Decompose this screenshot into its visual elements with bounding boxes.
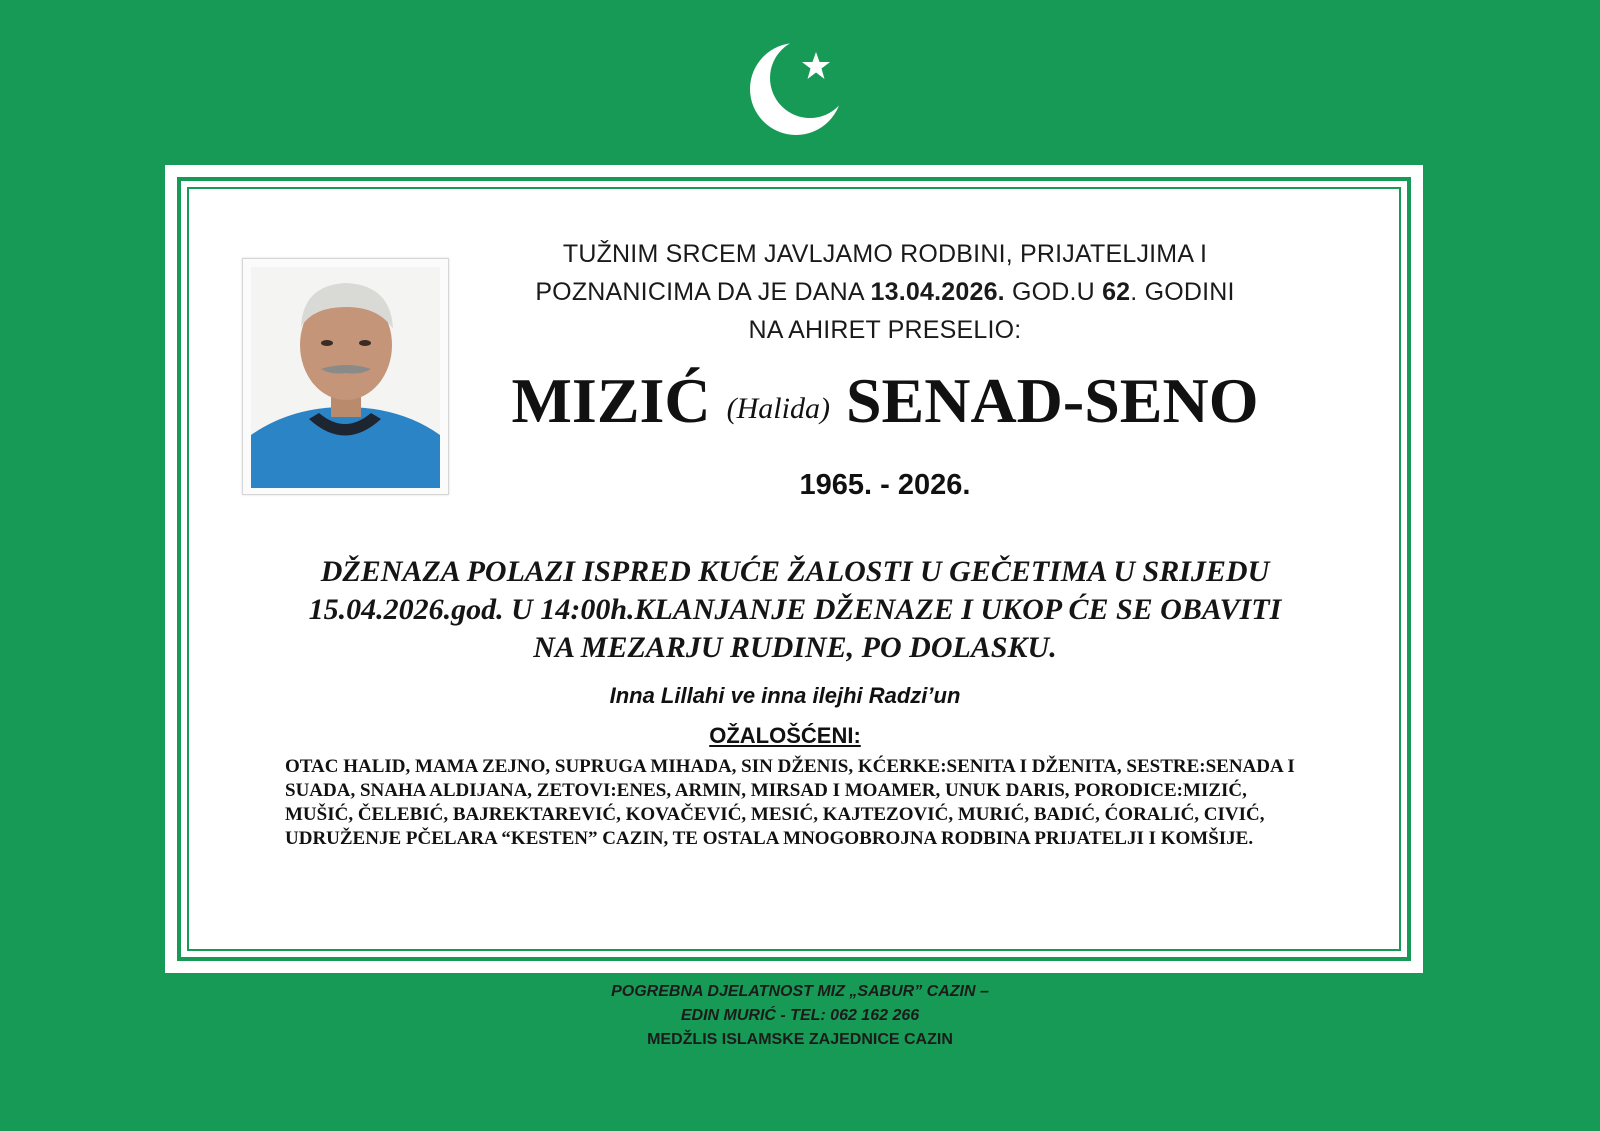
age: 62 <box>1102 278 1131 306</box>
life-years: 1965. - 2026. <box>799 469 971 501</box>
father-name: (Halida) <box>726 392 830 425</box>
footer <box>450 980 1150 1052</box>
crescent-star-icon <box>748 34 858 144</box>
intro-line-2 <box>465 273 1305 311</box>
funeral-line-1: DŽENAZA POLAZI ISPRED KUĆE ŽALOSTI U GEČETIMA U SRIJEDU <box>320 555 1270 588</box>
footer-line-3: MEDŽLIS ISLAMSKE ZAJEDNICE CAZIN <box>647 1031 953 1048</box>
obituary-card <box>165 165 1423 973</box>
funeral-line-3: NA MEZARJU RUDINE, PO DOLASKU. <box>533 631 1057 664</box>
deceased-name <box>425 363 1345 447</box>
dua-text: Inna Lillahi ve inna ilejhi Radzi’un <box>609 683 961 708</box>
funeral-line-2: 15.04.2026.god. U 14:00h.KLANJANJE DŽENAZE I UKOP ĆE SE OBAVITI <box>308 593 1282 626</box>
portrait-photo <box>242 258 449 495</box>
surname: MIZIĆ <box>511 365 711 436</box>
funeral-details <box>255 553 1335 667</box>
intro-line-1: TUŽNIM SRCEM JAVLJAMO RODBINI, PRIJATELJIMA I <box>562 240 1208 268</box>
mourners-list: OTAC HALID, MAMA ZEJNO, SUPRUGA MIHADA, SIN DŽENIS, KĆERKE:SENITA I DŽENITA, SESTRE:SENADA I SUADA, SNAHA ALDIJANA, ZETOVI:ENES, ARMIN, MIRSAD I MOAMER, UNUK DARIS, PORODICE:MIZIĆ, MUŠIĆ, ČELEBIĆ, BAJREKTAREVIĆ, KOVAČEVIĆ, MESIĆ, KAJTEZOVIĆ, MURIĆ, BADIĆ, ĆORALIĆ, CIVIĆ, UDRUŽENJE PČELARA “KESTEN” CAZIN, TE OSTALA MNOGOBROJNA RODBINA PRIJATELJI I KOMŠIJE. <box>285 756 1295 849</box>
footer-line-2: EDIN MURIĆ - TEL: 062 162 266 <box>680 1007 920 1024</box>
portrait-photo-icon <box>251 267 440 488</box>
intro-line-2-end: . GODINI <box>1130 278 1235 306</box>
death-date: 13.04.2026. <box>870 278 1005 306</box>
mourners-title: OŽALOŠĆENI: <box>709 723 861 748</box>
given-name: SENAD-SENO <box>845 365 1259 436</box>
announcement-intro <box>465 235 1305 349</box>
intro-line-3: NA AHIRET PRESELIO: <box>748 316 1022 344</box>
footer-line-1: POGREBNA DJELATNOST MIZ „SABUR” CAZIN – <box>611 983 989 1000</box>
intro-line-2-mid: GOD.U <box>1004 278 1103 306</box>
intro-line-2-start: POZNANICIMA DA JE DANA <box>535 278 871 306</box>
